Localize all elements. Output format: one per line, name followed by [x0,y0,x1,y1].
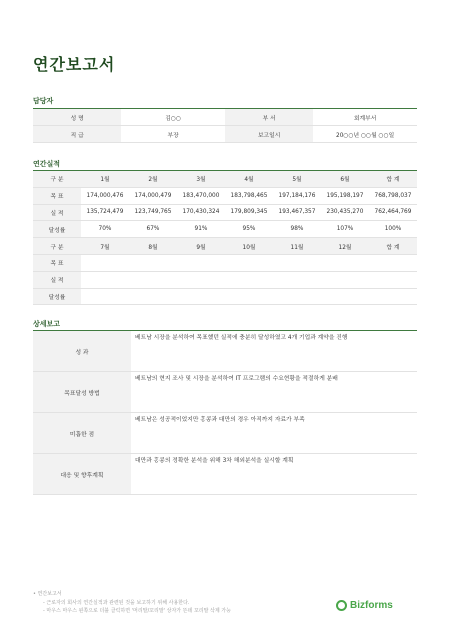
detail-label: 목표달성 방법 [33,372,131,413]
field-value: 회계부서 [313,109,417,126]
table-row [33,187,417,204]
table-row [33,238,417,255]
table-row [33,372,417,413]
table-row [33,271,417,288]
table-cell [81,288,129,305]
detail-text: 베트남의 현지 조사 및 시장을 분석하여 IT 프로그램의 수요현황을 적절하게 분배 [131,372,417,413]
footer-note-line: - 근로자의 회사의 연간실적과 관련된 것을 보고하기 위해 사용한다. [43,599,190,606]
manager-section-title: 담당자 [33,97,54,105]
table-cell: 174,000,476 [81,187,129,204]
table-header-cell: 12월 [321,238,369,255]
table-cell [273,254,321,271]
table-header-cell: 9월 [177,238,225,255]
table-header-cell: 달성률 [33,288,81,305]
table-header-cell: 구 분 [33,171,81,187]
field-value: 20○○년 ○○월 ○○일 [313,126,417,143]
table-header-cell: 실 적 [33,271,81,288]
table-cell: 193,467,357 [273,204,321,221]
table-cell [129,288,177,305]
table-header-cell: 1월 [81,171,129,187]
table-cell [369,271,417,288]
footer-note-title: • 연간보고서 [33,591,62,597]
table-header-cell: 달성률 [33,221,81,238]
field-label: 보고일시 [225,126,313,143]
performance-table [33,171,417,305]
table-header-cell: 합 계 [369,171,417,187]
field-value: 부장 [121,126,225,143]
table-header-cell: 7월 [81,238,129,255]
table-row [33,204,417,221]
table-row [33,288,417,305]
table-cell [129,271,177,288]
table-header-cell: 5월 [273,171,321,187]
table-header-cell: 합 계 [369,238,417,255]
table-cell: 179,809,345 [225,204,273,221]
table-cell: 95% [225,221,273,238]
footer-note [33,590,231,616]
table-cell: 135,724,479 [81,204,129,221]
table-cell: 195,198,197 [321,187,369,204]
table-header-cell: 4월 [225,171,273,187]
table-cell: 768,798,037 [369,187,417,204]
table-header-cell: 11월 [273,238,321,255]
table-row [33,331,417,372]
table-cell [177,288,225,305]
detail-label: 미흡한 점 [33,413,131,454]
table-header-cell: 8월 [129,238,177,255]
table-header-cell: 구 분 [33,238,81,255]
table-cell: 100% [369,221,417,238]
detail-label: 성 과 [33,331,131,372]
table-header-cell: 10월 [225,238,273,255]
table-header-cell: 목 표 [33,254,81,271]
table-cell [225,271,273,288]
document-title: 연간보고서 [33,55,116,74]
table-cell: 107% [321,221,369,238]
table-cell [273,271,321,288]
table-cell [321,288,369,305]
table-cell: 91% [177,221,225,238]
table-cell: 67% [129,221,177,238]
table-header-cell: 목 표 [33,187,81,204]
table-cell: 197,184,176 [273,187,321,204]
footer-note-line: - 마우스 마우스 왼쪽으로 더블 클릭하면 '머리말/꼬리말' 상자가 뜬데 꼬리말 삭제 가능 [43,608,231,614]
bizforms-logo-text: Bizforms [350,600,393,611]
detail-table [33,331,417,495]
table-cell: 170,430,324 [177,204,225,221]
manager-table [33,109,417,143]
performance-section-title: 연간실적 [33,160,61,168]
table-row [33,454,417,495]
table-cell: 123,749,765 [129,204,177,221]
table-cell [273,288,321,305]
field-label: 직 급 [33,126,121,143]
table-cell: 230,435,270 [321,204,369,221]
table-cell [177,254,225,271]
table-cell [369,254,417,271]
detail-text: 대만과 홍콩의 정확한 분석을 위해 3차 해외분석을 실시할 계획 [131,454,417,495]
table-cell [225,288,273,305]
table-cell [177,271,225,288]
field-label: 성 명 [33,109,121,126]
detail-text: 베트남은 성공적이었지만 홍콩과 대만의 경우 아직까지 자료가 부족 [131,413,417,454]
table-cell: 70% [81,221,129,238]
table-cell [225,254,273,271]
table-cell [81,254,129,271]
table-cell [81,271,129,288]
table-cell [321,271,369,288]
table-row [33,221,417,238]
table-header-cell: 실 적 [33,204,81,221]
table-row [33,126,417,143]
table-cell [129,254,177,271]
detail-text: 베트남 시장을 분석하여 목표했던 실적에 충분히 달성하였고 4개 기업과 계약을 진행 [131,331,417,372]
table-row [33,171,417,187]
table-cell: 174,000,479 [129,187,177,204]
detail-section-title: 상세보고 [33,320,61,328]
table-cell: 183,798,465 [225,187,273,204]
table-cell: 762,464,769 [369,204,417,221]
bizforms-logo-icon [336,600,347,611]
table-header-cell: 3월 [177,171,225,187]
detail-label: 대응 및 향후계획 [33,454,131,495]
table-row [33,413,417,454]
table-header-cell: 6월 [321,171,369,187]
table-cell [369,288,417,305]
bizforms-logo [336,600,393,611]
table-row [33,254,417,271]
table-cell: 183,470,000 [177,187,225,204]
table-cell [321,254,369,271]
field-label: 부 서 [225,109,313,126]
table-header-cell: 2월 [129,171,177,187]
field-value: 김○○ [121,109,225,126]
table-cell: 98% [273,221,321,238]
table-row [33,109,417,126]
